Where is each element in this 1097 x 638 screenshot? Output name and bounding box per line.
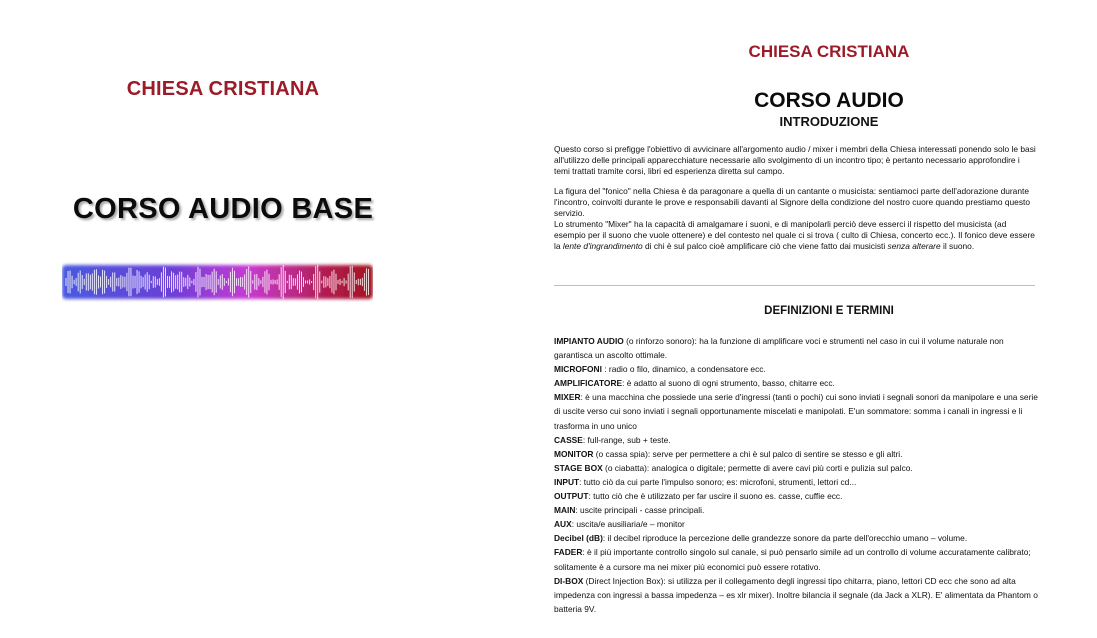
definition-term: Decibel (dB) <box>554 533 603 544</box>
definition-term: IMPIANTO AUDIO <box>554 336 624 346</box>
definition-text: : è una macchina che possiede una serie d'ingressi (tanti o pochi) cui sono inviati i segnali sonori da manipolare e una serie di uscite verso cui sono inviati i segnali opportunamente miscelati e manipolati. E'un sommatore: somma i canali in ingressi e li trasforma in uno unico <box>554 392 1038 431</box>
definition-term: FADER <box>554 547 583 558</box>
definition-term: INPUT <box>554 476 580 487</box>
definition-text: (o rinforzo sonoro): ha la funzione di amplificare voci e strumenti nel caso in cui il volume naturale non garantisca un ascolto ottimale. <box>554 336 1004 361</box>
definition-text: : tutto ciò da cui parte l'impulso sonoro; es: microfoni, strumenti, lettori cd... <box>579 476 857 487</box>
definition-item <box>554 517 1040 531</box>
para3-emphasis-2: senza alterare <box>887 241 941 252</box>
definition-text: : uscita/e ausiliaria/e – monitor <box>571 519 685 530</box>
intro-page <box>548 0 1097 638</box>
definition-term: MICROFONI <box>554 364 602 375</box>
para3-text-a: Lo strumento "Mixer" ha la capacità di amalgamare i suoni, e di manipolarli perciò deve esserci il rispetto del musicista (ad esempio per il suono che vuole ottenere) e del contesto nel quale ci si trova ( culto di Chiesa, concerto ecc.). Il fonico deve essere la <box>554 219 1035 252</box>
definition-text: : uscite principali - casse principali. <box>575 505 705 516</box>
definition-term: AMPLIFICATORE <box>554 378 623 389</box>
definition-item <box>554 489 1040 503</box>
intro-paragraph-1: Questo corso si prefigge l'obiettivo di avvicinare all'argomento audio / mixer i membri della Chiesa interessati ponendo solo le basi all'utilizzo delle principali apparecchiature necessarie allo svolgimento di un incontro tipo; è pertanto necessario approfondire i temi trattati tramite corsi, libri ed esperienza diretta sul campo. <box>554 144 1036 177</box>
definition-term: OUTPUT <box>554 491 589 502</box>
definition-item <box>554 447 1040 461</box>
intro-paragraph-2: La figura del "fonico" nella Chiesa è da paragonare a quella di un cantante o musicista: sentiamoci parte dell'adorazione durante l'incontro, coinvolti durante le prove e responsabili davanti al Signore della condizione del nostro cuore quando prestiamo questo servizio. <box>554 186 1031 219</box>
definition-term: AUX <box>554 519 572 530</box>
definition-text: (o ciabatta): analogica o digitale; permette di avere cavi più corti e pulizia sul palco. <box>602 462 913 473</box>
definition-item <box>554 376 1040 390</box>
definition-text: : full-range, sub + teste. <box>582 434 671 445</box>
definition-term: CASSE <box>554 434 583 445</box>
definition-item <box>554 334 1040 362</box>
definition-term: MAIN <box>554 505 576 516</box>
definitions-list <box>554 334 1040 616</box>
definition-text: : il decibel riproduce la percezione delle grandezze sonore da parte dell'orecchio umano – volume. <box>602 533 968 544</box>
cover-course-title: CORSO AUDIO BASE <box>72 193 374 225</box>
definition-term: MIXER <box>554 392 581 403</box>
page-church-name: CHIESA CRISTIANA <box>748 42 910 61</box>
definition-text: : tutto ciò che è utilizzato per far uscire il suono es. casse, cuffie ecc. <box>588 491 843 502</box>
intro-paragraph-3 <box>554 219 1036 252</box>
definition-item <box>554 433 1040 447</box>
definition-text: : radio o filo, dinamico, a condensatore ecc. <box>601 364 766 375</box>
para3-emphasis-1: lente d'ingrandimento <box>562 241 643 252</box>
definition-term: DI-BOX <box>554 575 584 586</box>
audio-waveform-image <box>62 261 373 303</box>
definition-text: : è il più importante controllo singolo sul canale, si può pensarlo simile ad un controllo di volume accuratamente calibrato; solitamente è a cursore ma nei mixer più economici può essere rotativo. <box>554 547 1031 572</box>
definition-item <box>554 390 1040 432</box>
definition-text: : è adatto al suono di ogni strumento, basso, chitarre ecc. <box>622 378 835 389</box>
definition-item <box>554 461 1040 475</box>
cover-page <box>0 0 548 638</box>
definition-item <box>554 362 1040 376</box>
definition-term: STAGE BOX <box>554 462 603 473</box>
intro-heading: INTRODUZIONE <box>779 114 879 129</box>
definition-text: (Direct Injection Box): si utilizza per il collegamento degli ingressi tipo chitarra, piano, lettori CD ecc che sono ad alta impedenza con ingressi a bassa impedenza – es xlr mixer). Inoltre bilancia il segnale (da Jack a XLR). E' alimentata da Phantom o batteria 9V. <box>554 575 1038 614</box>
definition-text: (o cassa spia): serve per permettere a chi è sul palco di sentire se stesso e gli altri. <box>593 448 903 459</box>
definitions-heading: DEFINIZIONI E TERMINI <box>764 305 894 317</box>
para3-text-c: il suono. <box>940 241 975 252</box>
cover-church-name: CHIESA CRISTIANA <box>126 78 320 100</box>
definition-term: MONITOR <box>554 448 594 459</box>
definition-item <box>554 574 1040 616</box>
page-title: CORSO AUDIO <box>754 89 904 112</box>
definition-item <box>554 475 1040 489</box>
definition-item <box>554 503 1040 517</box>
definition-item <box>554 531 1040 545</box>
section-divider <box>554 285 1035 286</box>
definition-item <box>554 545 1040 573</box>
para3-text-b: di chi è sul palco cioè amplificare ciò che viene fatto dai musicisti <box>642 241 888 252</box>
